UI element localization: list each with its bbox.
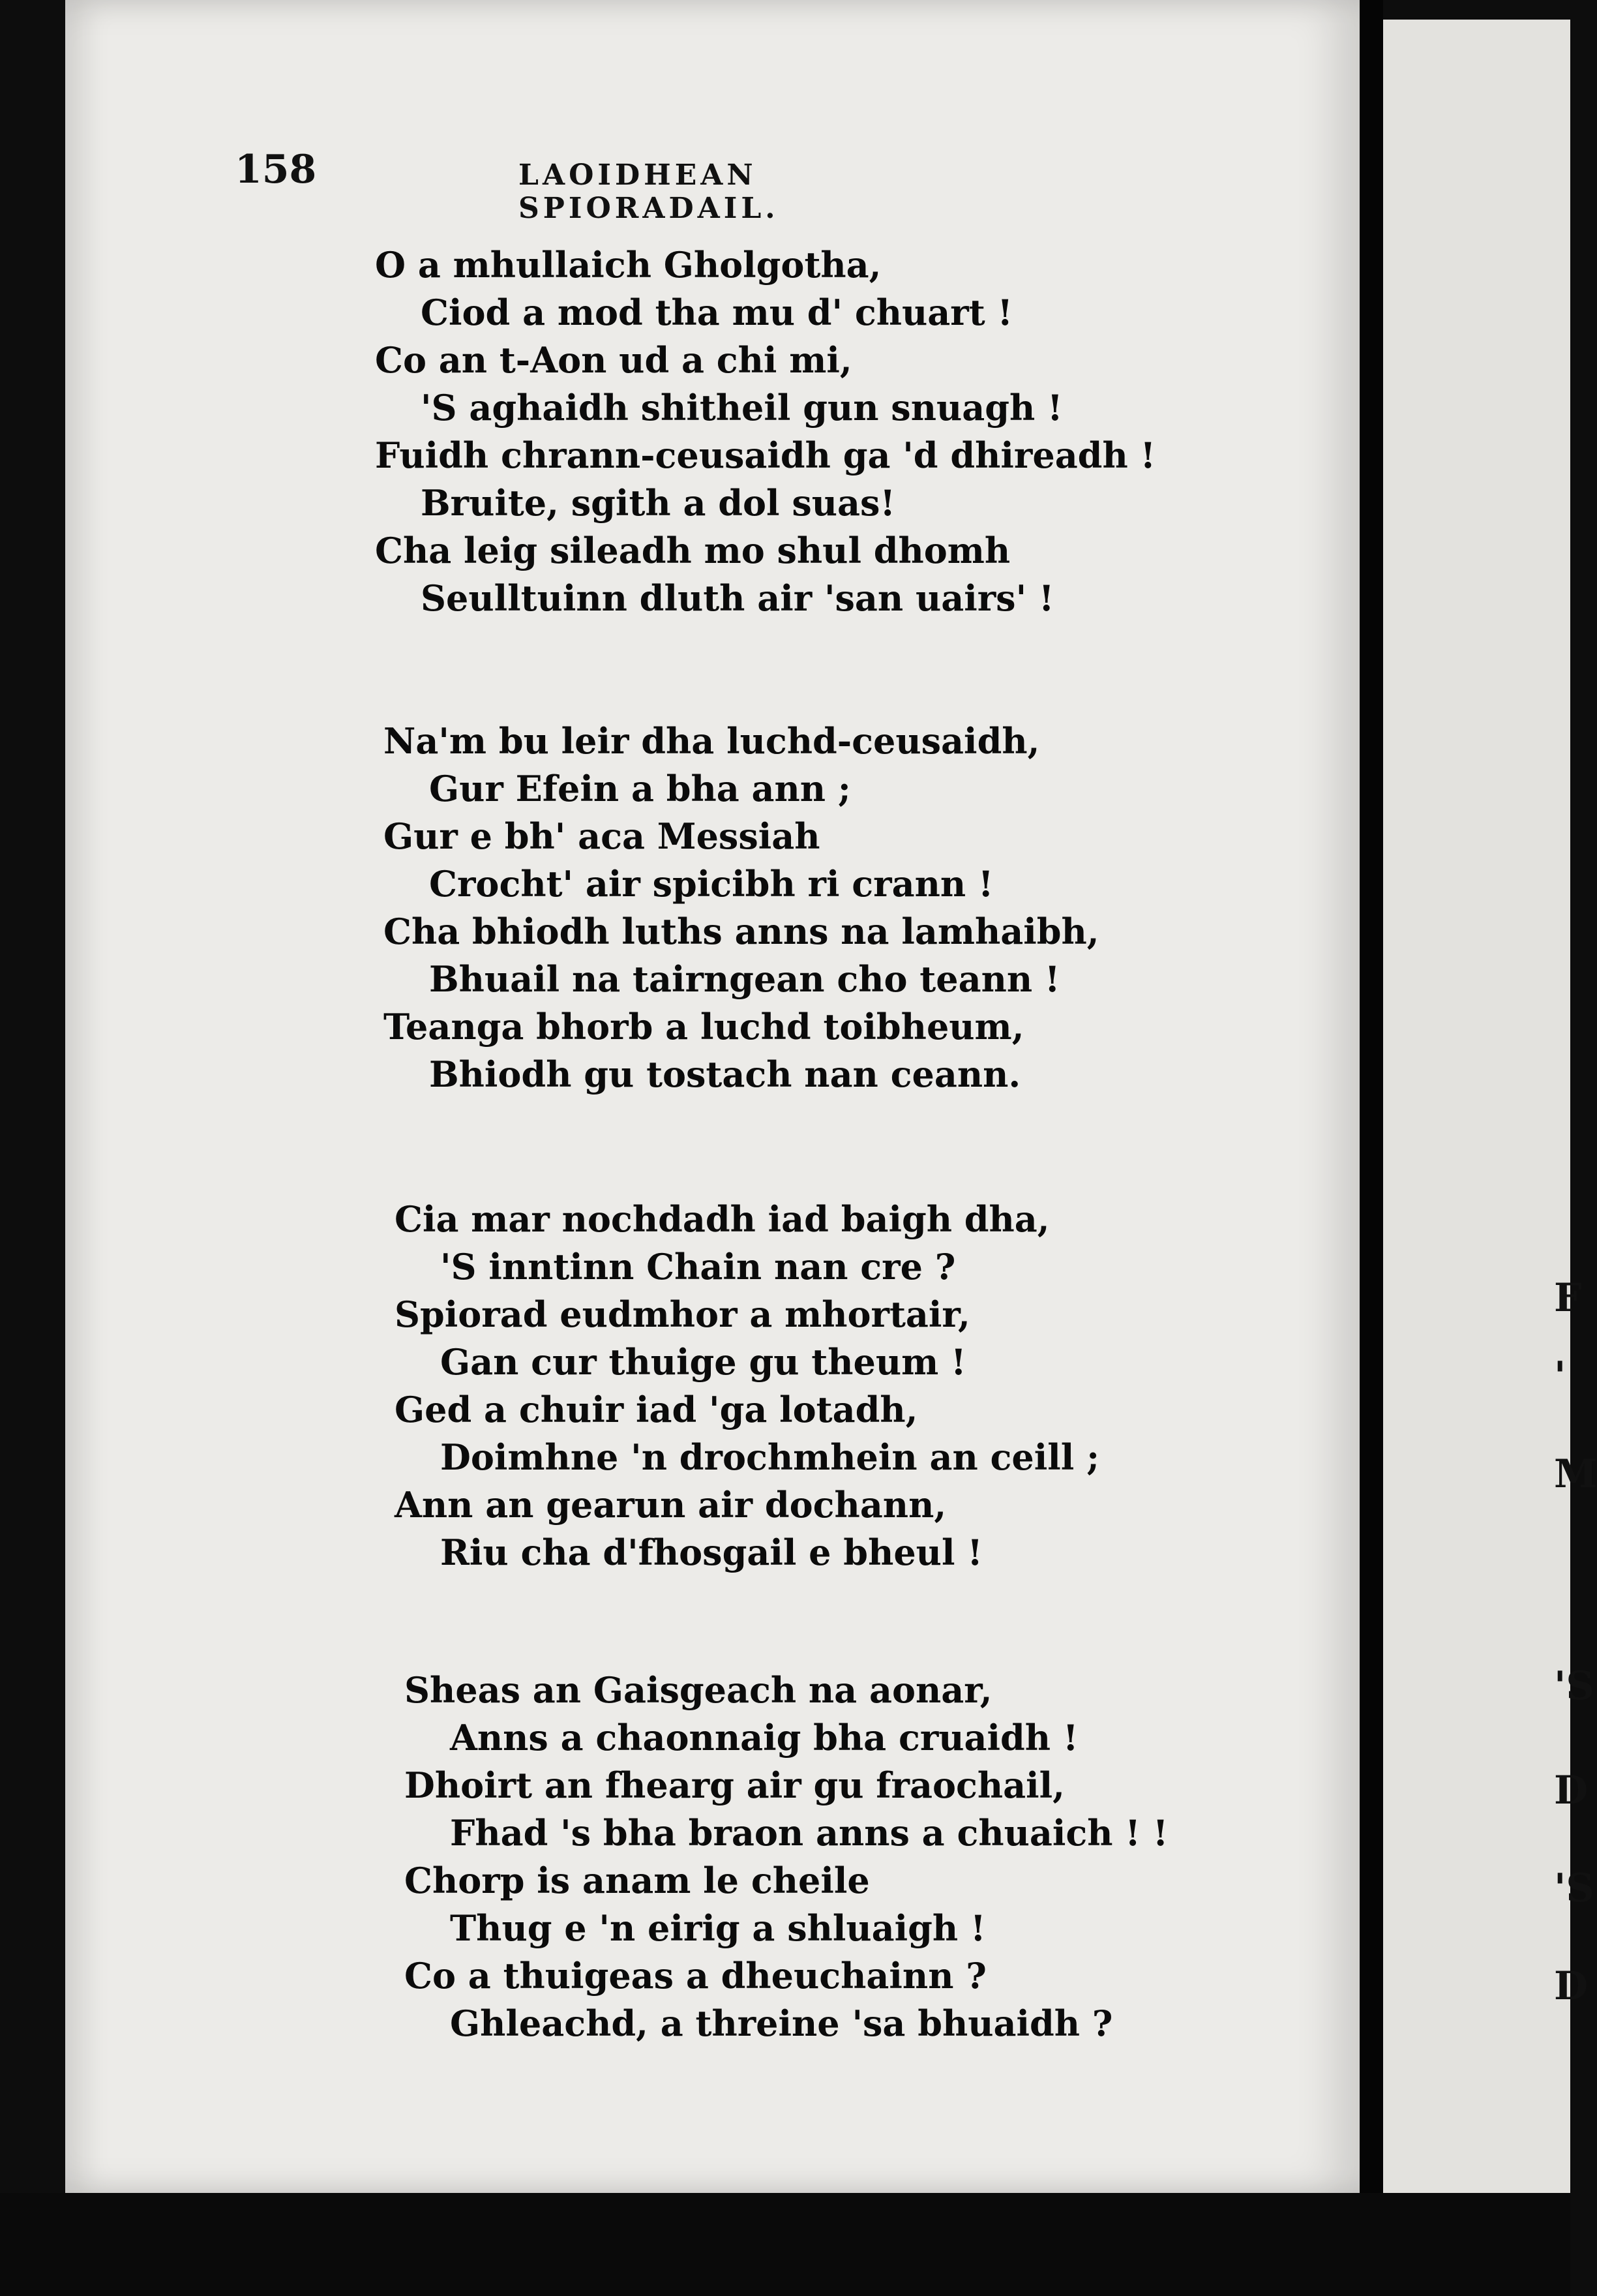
verse-line: Doimhne 'n drochmhein an ceill ; — [440, 1436, 1100, 1478]
facing-page-glyph: D — [1554, 1963, 1589, 2009]
verse-line: 'S aghaidh shitheil gun snuagh ! — [421, 387, 1063, 429]
facing-page-edge — [1383, 20, 1597, 2193]
verse-line: Seulltuinn dluth air 'san uairs' ! — [421, 577, 1054, 619]
verse-line: Cha leig sileadh mo shul dhomh — [375, 530, 1011, 571]
verse-line: 'S inntinn Chain nan cre ? — [440, 1246, 956, 1288]
scan-border — [0, 2193, 1570, 2296]
verse-line: Teanga bhorb a luchd toibheum, — [383, 1006, 1024, 1048]
facing-page-glyph: ' — [1554, 1353, 1566, 1399]
facing-page-glyph: F — [1554, 1275, 1582, 1321]
verse-line: Bruite, sgith a dol suas! — [421, 482, 896, 524]
verse-line: Ann an gearun air dochann, — [395, 1484, 947, 1526]
verse-line: Dhoirt an fhearg air gu fraochail, — [404, 1764, 1065, 1806]
verse-line: Co an t-Aon ud a chi mi, — [375, 339, 852, 381]
verse-line: Gur Efein a bha ann ; — [429, 768, 851, 809]
facing-page-glyph: M — [1554, 1451, 1597, 1497]
stanza — [395, 1196, 1373, 1577]
verse-line: Na'm bu leir dha luchd-ceusaidh, — [383, 720, 1040, 762]
verse-line: Anns a chaonnaig bha cruaidh ! — [450, 1717, 1079, 1759]
verse-line: Sheas an Gaisgeach na aonar, — [404, 1669, 993, 1711]
verse-line: Spiorad eudmhor a mhortair, — [395, 1293, 970, 1335]
verse-line: Fuidh chrann-ceusaidh ga 'd dhireadh ! — [375, 434, 1156, 476]
verse-line: Gan cur thuige gu theum ! — [440, 1341, 966, 1383]
verse-line: O a mhullaich Gholgotha, — [375, 244, 882, 286]
verse-line: Fhad 's bha braon anns a chuaich ! ! — [450, 1812, 1169, 1854]
verse-line: Bhuail na tairngean cho teann ! — [429, 958, 1060, 1000]
page-number: 158 — [235, 147, 317, 192]
verse-line: Ghleachd, a threine 'sa bhuaidh ? — [450, 2002, 1113, 2044]
verse-line: Co a thuigeas a dheuchainn ? — [404, 1955, 987, 1997]
verse-line: Cha bhiodh luths anns na lamhaibh, — [383, 911, 1099, 952]
stanza — [404, 1667, 1382, 2047]
verse-line: Gur e bh' aca Messiah — [383, 815, 820, 857]
verse-line: Chorp is anam le cheile — [404, 1860, 870, 1901]
verse-line: Thug e 'n eirig a shluaigh ! — [450, 1907, 986, 1949]
verse-line: Crocht' air spicibh ri crann ! — [429, 863, 994, 905]
stanza — [375, 241, 1353, 622]
verse-line: Riu cha d'fhosgail e bheul ! — [440, 1532, 983, 1573]
facing-page-glyph: 'S — [1554, 1865, 1594, 1911]
verse-line: Ciod a mod tha mu d' chuart ! — [421, 292, 1013, 333]
running-title: LAOIDHEAN SPIORADAIL. — [518, 159, 779, 225]
facing-page-glyphs — [1383, 20, 1597, 2193]
stanza — [383, 718, 1362, 1098]
facing-page-glyph: D — [1554, 1768, 1589, 1813]
verse-line: Ged a chuir iad 'ga lotadh, — [395, 1389, 918, 1430]
verse-line: Bhiodh gu tostach nan ceann. — [429, 1053, 1021, 1095]
verse-line: Cia mar nochdadh iad baigh dha, — [395, 1198, 1050, 1240]
page-header — [166, 147, 1014, 225]
facing-page-glyph: 'S — [1554, 1663, 1594, 1709]
